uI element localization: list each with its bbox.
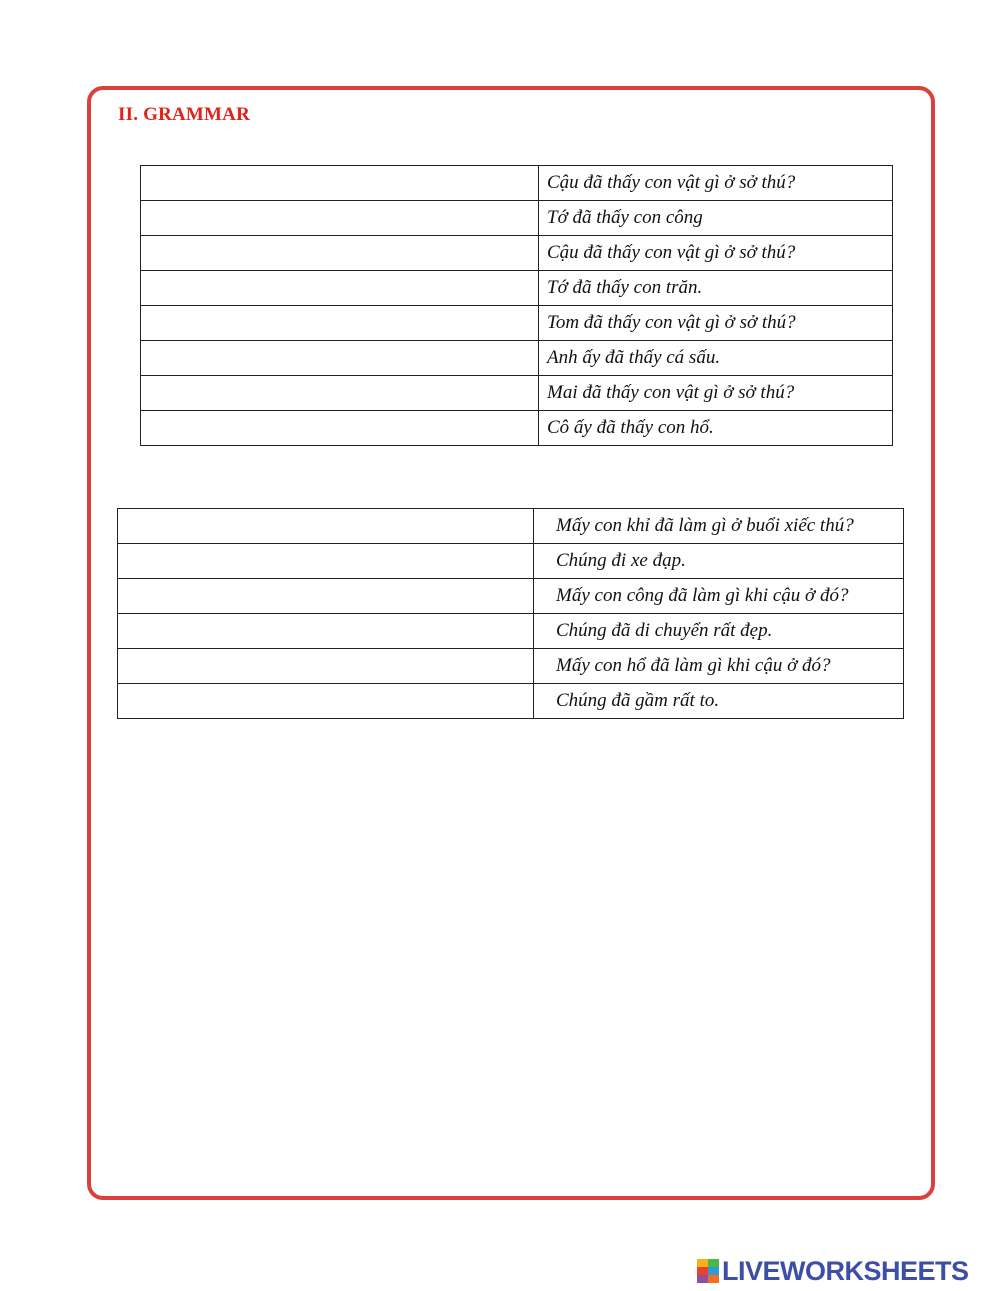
vietnamese-sentence: Tớ đã thấy con công	[539, 201, 893, 236]
section-title: II. GRAMMAR	[118, 104, 251, 125]
vietnamese-sentence: Mấy con công đã làm gì khi cậu ở đó?	[534, 579, 904, 614]
table-row	[118, 614, 904, 649]
vietnamese-sentence: Tom đã thấy con vật gì ở sở thú?	[539, 306, 893, 341]
answer-cell[interactable]	[141, 166, 539, 201]
table-row	[118, 509, 904, 544]
answer-cell[interactable]	[118, 614, 534, 649]
vietnamese-sentence: Cậu đã thấy con vật gì ở sở thú?	[539, 236, 893, 271]
answer-cell[interactable]	[141, 306, 539, 341]
vietnamese-sentence: Cậu đã thấy con vật gì ở sở thú?	[539, 166, 893, 201]
table-row	[141, 271, 893, 306]
vietnamese-sentence: Chúng đi xe đạp.	[534, 544, 904, 579]
table-row	[141, 306, 893, 341]
answer-cell[interactable]	[118, 544, 534, 579]
answer-cell[interactable]	[141, 376, 539, 411]
table-row	[141, 376, 893, 411]
answer-cell[interactable]	[118, 684, 534, 719]
table-row	[141, 341, 893, 376]
answer-cell[interactable]	[141, 236, 539, 271]
answer-cell[interactable]	[118, 509, 534, 544]
vietnamese-sentence: Mấy con hổ đã làm gì khi cậu ở đó?	[534, 649, 904, 684]
vietnamese-sentence: Chúng đã di chuyển rất đẹp.	[534, 614, 904, 649]
answer-cell[interactable]	[118, 579, 534, 614]
translation-table-1	[140, 165, 893, 446]
brand-name: LIVEWORKSHEETS	[722, 1256, 969, 1286]
vietnamese-sentence: Mấy con khỉ đã làm gì ở buổi xiếc thú?	[534, 509, 904, 544]
table-row	[141, 166, 893, 201]
vietnamese-sentence: Cô ấy đã thấy con hổ.	[539, 411, 893, 446]
liveworksheets-brand[interactable]	[697, 1256, 969, 1286]
liveworksheets-logo-icon	[697, 1259, 719, 1283]
table-row	[118, 544, 904, 579]
table-row	[118, 649, 904, 684]
vietnamese-sentence: Tớ đã thấy con trăn.	[539, 271, 893, 306]
vietnamese-sentence: Chúng đã gầm rất to.	[534, 684, 904, 719]
answer-cell[interactable]	[118, 649, 534, 684]
vietnamese-sentence: Anh ấy đã thấy cá sấu.	[539, 341, 893, 376]
answer-cell[interactable]	[141, 201, 539, 236]
answer-cell[interactable]	[141, 411, 539, 446]
vietnamese-sentence: Mai đã thấy con vật gì ở sở thú?	[539, 376, 893, 411]
answer-cell[interactable]	[141, 271, 539, 306]
table-row	[141, 411, 893, 446]
table-row	[118, 579, 904, 614]
translation-table-2	[117, 508, 904, 719]
table-row	[118, 684, 904, 719]
table-row	[141, 201, 893, 236]
answer-cell[interactable]	[141, 341, 539, 376]
table-row	[141, 236, 893, 271]
